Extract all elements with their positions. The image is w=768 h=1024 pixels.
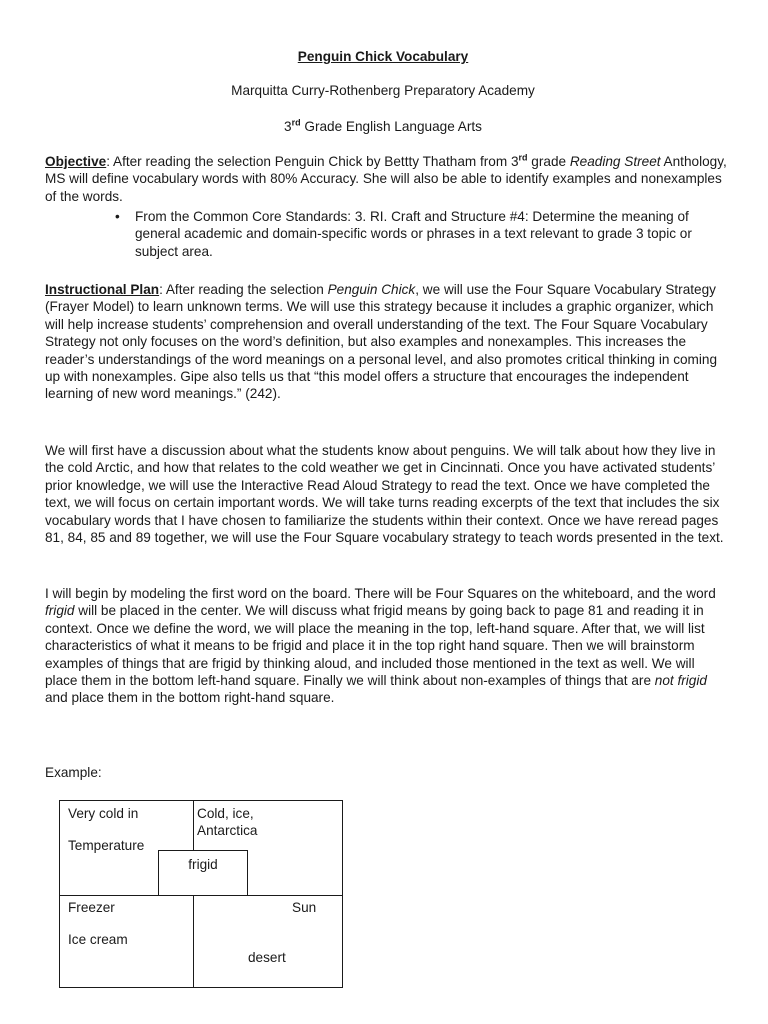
center-word-box: frigid <box>158 850 248 895</box>
bullet-icon: • <box>115 209 120 224</box>
modeling-italic: not frigid <box>654 673 707 689</box>
definition-line-1: Very cold in <box>68 806 139 821</box>
objective-text: Anthology, MS will define vocabulary words with 80% Accuracy. She will also be able to identify examples and nonexamples of the words. <box>45 154 727 204</box>
objective-text: : After reading the selection Penguin Chick by Bettty Thatham from 3 <box>106 154 519 169</box>
nonexample-item-2: desert <box>248 950 286 965</box>
characteristics-cell: Cold, ice, Antarctica <box>197 806 258 839</box>
instructional-text: , we will use the Four Square Vocabulary Strategy (Frayer Model) to learn unknown terms. We will use this strategy because it includes a graphic organizer, which will help increase students’ comprehension and overall understanding of the text. The Four Square Vocabulary Strategy not only focuses on the word’s definition, but also examples and nonexamples. This increases the reader’s understandings of the word meanings on a personal level, and also promotes critical thinking in coming up with nonexamples. Gipe also tells us that “this model offers a structure that encourages the independent learning of new word meanings.” (242). <box>45 282 718 402</box>
modeling-text: will be placed in the center. We will discuss what frigid means by going back to page 81 and reading it in context. Once we define the word, we will place the meaning in the top, left-hand square. After that, we will list characteristics of what it means to be frigid and place it in the top right hand square. Then we will brainstorm examples of things that are frigid by thinking aloud, and included those mentioned in the text as well. We will place them in the bottom left-hand square. Finally we will think about non-examples of things that are <box>45 603 705 689</box>
grade-number: 3 <box>284 119 292 134</box>
modeling-text: and place them in the bottom right-hand square. <box>45 690 335 706</box>
frayer-model-table <box>59 800 343 988</box>
example-label: Example: <box>45 765 102 780</box>
objective-paragraph <box>45 153 730 205</box>
nonexample-item-1: Sun <box>292 900 317 915</box>
grade-suffix: rd <box>291 117 301 128</box>
list-item-text: From the Common Core Standards: 3. RI. Craft and Structure #4: Determine the meaning of general academic and domain-specific words or phrases in a text relevant to grade 3 topic or subject area. <box>135 209 692 259</box>
example-item-2: Ice cream <box>68 932 128 947</box>
grade-subject <box>45 118 721 135</box>
horizontal-divider <box>60 895 342 896</box>
discussion-paragraph: We will first have a discussion about what the students know about penguins. We will talk about how they live in the cold Arctic, and how that relates to the cold weather we get in Cincinnati. Once you have activated students’ prior knowledge, we will use the Interactive Read Aloud Strategy to read the text. Once we have completed the text, we will focus on certain important words. We will take turns reading excerpts of the text that includes the six vocabulary words that I have chosen to familiarize the students within their context. Once we have reread pages 81, 84, 85 and 89 together, we will use the Four Square vocabulary strategy to teach words presented in the text. <box>45 443 724 546</box>
instructional-label: Instructional Plan <box>45 282 160 297</box>
instructional-paragraph <box>45 281 730 403</box>
school-name: Marquitta Curry-Rothenberg Preparatory Academy <box>231 83 535 98</box>
objective-label: Objective <box>45 154 107 169</box>
instructional-italic: Penguin Chick <box>327 282 416 297</box>
modeling-text: I will begin by modeling the first word on the board. There will be Four Squares on the whiteboard, and the word <box>45 586 716 601</box>
objective-italic: Reading Street <box>569 154 661 169</box>
standards-list <box>45 208 730 260</box>
objective-sup: rd <box>518 152 528 163</box>
instructional-text: : After reading the selection <box>159 282 328 297</box>
grade-rest: Grade English Language Arts <box>300 119 482 134</box>
modeling-italic: frigid <box>45 603 75 619</box>
definition-line-2: Temperature <box>68 838 145 853</box>
example-item-1: Freezer <box>68 900 115 915</box>
list-item <box>45 208 730 260</box>
objective-text: grade <box>527 154 570 169</box>
document-title: Penguin Chick Vocabulary <box>297 49 469 64</box>
modeling-paragraph <box>45 585 730 707</box>
